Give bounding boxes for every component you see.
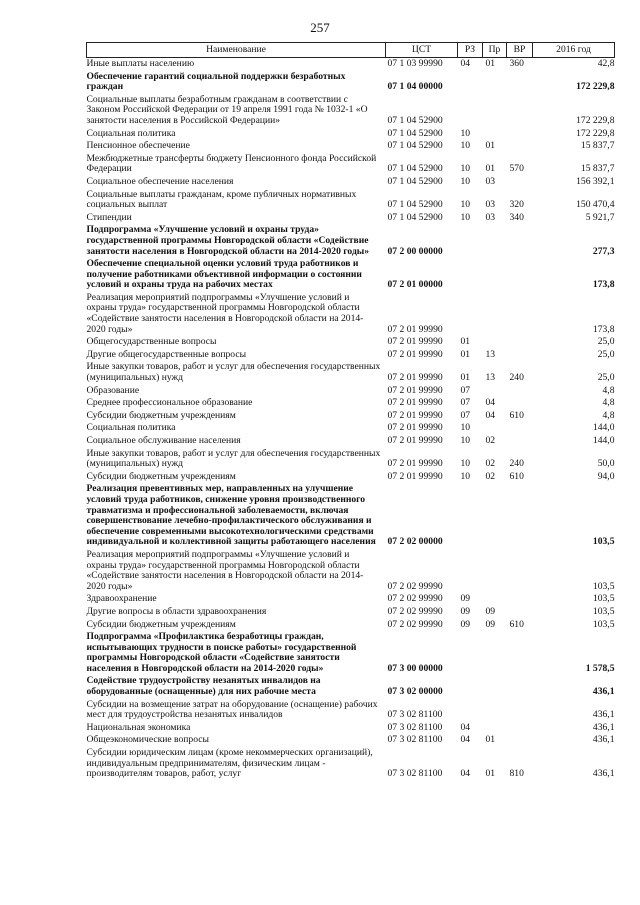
- row-rz: [458, 94, 483, 128]
- row-vr: 240: [509, 458, 524, 470]
- row-rz: 04: [460, 768, 471, 780]
- row-pr: [483, 549, 507, 593]
- table-row: [87, 593, 615, 606]
- row-rz: 09: [460, 593, 471, 605]
- row-cst: 07 1 04 52900: [387, 163, 443, 175]
- row-vr: [507, 224, 533, 258]
- row-vr: [507, 631, 533, 675]
- row-name: Реализация превентивных мер, направленных на улучшение условий труда работников, снижение уровня производственного травматизма и профессиональной заболеваемости, включая совершенствование лечебно-профилактического обслуживания и обеспечение современными высокотехнологическими средствами индивидуальной и коллективной защиты работающего населения: [86, 483, 376, 548]
- row-vr: [507, 699, 533, 722]
- row-sum: 15 837,7: [580, 163, 615, 175]
- row-rz: 10: [460, 458, 471, 470]
- row-vr: 240: [509, 372, 524, 384]
- row-name: Реализация мероприятий подпрограммы «Улучшение условий и охраны труда» государственной программы Новгородской области «Содействие занятости населения в Новгородской области на 2014-2020 годы»: [86, 291, 364, 335]
- row-rz: [458, 71, 483, 94]
- row-cst: 07 1 04 52900: [387, 199, 443, 211]
- row-sum: 103,5: [592, 618, 615, 630]
- row-pr: 03: [485, 199, 496, 211]
- row-vr: [507, 94, 533, 128]
- row-rz: [458, 292, 483, 336]
- row-name: Социальная политика: [86, 422, 176, 434]
- header-rz: РЗ: [458, 43, 483, 58]
- row-cst: 07 2 01 99990: [387, 348, 443, 360]
- row-vr: [507, 397, 533, 410]
- table-row: [87, 212, 615, 225]
- row-cst: 07 1 04 52900: [387, 114, 443, 126]
- row-name: Реализация мероприятий подпрограммы «Улучшение условий и охраны труда» государственной программы Новгородской области «Содействие занятости населения в Новгородской области на 2014-2020 годы»: [86, 548, 364, 592]
- row-name: Иные выплаты населению: [86, 58, 195, 69]
- row-name: Субсидии на возмещение затрат на оборудование (оснащение) рабочих мест для трудоустройства незанятых инвалидов: [86, 698, 378, 721]
- row-pr: [483, 722, 507, 735]
- row-name: Субсидии юридическим лицам (кроме некоммерческих организаций), индивидуальным предпринимателям, физическим лицам - производителям товаров, работ, услуг: [86, 747, 373, 780]
- row-sum: 150 470,4: [576, 199, 615, 211]
- row-cst: 07 1 03 99990: [387, 58, 443, 69]
- row-cst: 07 2 01 99990: [387, 397, 443, 409]
- row-rz: 01: [460, 372, 471, 384]
- row-sum: 50,0: [597, 458, 615, 470]
- header-name: Наименование: [87, 43, 386, 58]
- row-pr: [483, 422, 507, 435]
- row-rz: 01: [460, 348, 471, 360]
- row-pr: [483, 128, 507, 141]
- row-pr: 04: [485, 409, 496, 421]
- table-row: [87, 292, 615, 336]
- row-name: Общеэкономические вопросы: [86, 734, 209, 746]
- row-sum: 103,5: [592, 605, 615, 617]
- row-sum: 172 229,8: [576, 81, 615, 93]
- row-pr: 09: [485, 618, 496, 630]
- row-vr: [507, 292, 533, 336]
- row-sum: 277,3: [592, 245, 615, 257]
- row-vr: [507, 435, 533, 448]
- row-sum: 94,0: [597, 470, 615, 482]
- row-vr: [507, 336, 533, 349]
- table-row: [87, 699, 615, 722]
- row-pr: [483, 385, 507, 398]
- row-pr: 01: [485, 768, 496, 780]
- table-row: [87, 128, 615, 141]
- row-rz: 10: [460, 435, 471, 446]
- row-rz: 10: [460, 175, 471, 187]
- row-rz: 04: [460, 58, 471, 69]
- row-pr: [483, 71, 507, 94]
- row-pr: [483, 631, 507, 675]
- row-rz: 09: [460, 618, 471, 630]
- row-pr: [483, 483, 507, 549]
- row-sum: 436,1: [592, 721, 615, 733]
- table-row: [87, 336, 615, 349]
- row-pr: [483, 593, 507, 606]
- row-rz: [458, 224, 483, 258]
- table-row: [87, 619, 615, 632]
- row-cst: 07 2 02 00000: [387, 536, 443, 548]
- row-cst: 07 2 02 99990: [387, 580, 443, 592]
- row-name: Среднее профессиональное образование: [86, 397, 253, 409]
- row-cst: 07 2 01 00000: [387, 279, 443, 291]
- table-row: [87, 448, 615, 471]
- row-name: Социальное обеспечение населения: [86, 175, 234, 187]
- row-name: Содействие трудоустройству незанятых инвалидов на оборудованные (оснащенные) для них рабочие места: [86, 675, 321, 698]
- row-sum: 103,5: [592, 593, 615, 605]
- header-year: 2016 год: [533, 43, 615, 58]
- row-vr: [507, 349, 533, 362]
- row-vr: 610: [509, 618, 524, 630]
- row-sum: 172 229,8: [576, 114, 615, 126]
- row-vr: [507, 128, 533, 141]
- row-sum: 156 392,1: [576, 175, 615, 187]
- row-rz: 10: [460, 211, 471, 223]
- table-row: [87, 422, 615, 435]
- row-vr: [507, 606, 533, 619]
- row-sum: 144,0: [592, 422, 615, 434]
- table-row: [87, 176, 615, 189]
- row-cst: 07 2 01 99990: [387, 470, 443, 482]
- row-name: Субсидии бюджетным учреждениям: [86, 618, 236, 630]
- table-row: [87, 58, 615, 71]
- row-name: Здравоохранение: [86, 593, 157, 605]
- row-cst: 07 3 02 81100: [387, 768, 443, 780]
- row-cst: 07 3 02 00000: [387, 686, 443, 698]
- table-row: [87, 224, 615, 258]
- row-name: Другие вопросы в области здравоохранения: [86, 605, 267, 617]
- row-rz: [458, 675, 483, 698]
- row-name: Субсидии бюджетным учреждениям: [86, 409, 236, 421]
- table-row: [87, 385, 615, 398]
- row-sum: 4,8: [602, 409, 615, 421]
- page-number: 257: [310, 20, 330, 35]
- row-sum: 436,1: [592, 709, 615, 721]
- row-sum: 25,0: [597, 336, 615, 348]
- row-vr: 340: [509, 211, 524, 223]
- row-vr: 360: [509, 58, 524, 69]
- table-row: [87, 675, 615, 698]
- row-cst: 07 1 04 52900: [387, 140, 443, 152]
- row-pr: [483, 699, 507, 722]
- row-vr: 810: [509, 768, 524, 780]
- table-row: [87, 349, 615, 362]
- row-pr: 02: [485, 435, 496, 446]
- row-name: Иные закупки товаров, работ и услуг для обеспечения государственных (муниципальных) нужд: [86, 361, 381, 384]
- row-rz: 10: [460, 127, 471, 139]
- row-pr: 04: [485, 397, 496, 409]
- header-cst: ЦСТ: [386, 43, 458, 58]
- row-sum: 5 921,7: [585, 211, 615, 223]
- row-sum: 42,8: [597, 58, 615, 69]
- row-cst: 07 2 01 99990: [387, 422, 443, 434]
- row-cst: 07 2 01 99990: [387, 372, 443, 384]
- row-rz: 04: [460, 721, 471, 733]
- row-cst: 07 2 01 99990: [387, 458, 443, 470]
- row-rz: 04: [460, 734, 471, 746]
- row-name: Подпрограмма «Улучшение условий и охраны труда» государственной программы Новгородской области «Содействие занятости населения в Новгородской области на 2014-2020 годы»: [86, 224, 370, 257]
- row-pr: 03: [485, 211, 496, 223]
- row-sum: 4,8: [602, 397, 615, 409]
- table-row: [87, 140, 615, 153]
- row-vr: [507, 593, 533, 606]
- row-rz: [458, 699, 483, 722]
- row-vr: [507, 385, 533, 398]
- row-rz: 09: [460, 605, 471, 617]
- row-sum: 1 578,5: [585, 662, 615, 674]
- row-vr: [507, 722, 533, 735]
- row-vr: [507, 734, 533, 747]
- table-row: [87, 606, 615, 619]
- row-sum: 173,8: [592, 279, 615, 291]
- row-rz: 10: [460, 470, 471, 482]
- row-rz: 07: [460, 384, 471, 396]
- row-pr: [483, 94, 507, 128]
- row-name: Субсидии бюджетным учреждениям: [86, 470, 236, 482]
- row-rz: 10: [460, 140, 471, 152]
- row-cst: 07 1 04 00000: [387, 81, 443, 93]
- table-row: [87, 722, 615, 735]
- row-name: Социальные выплаты безработным гражданам в соответствии с Законом Российской Федерации от 19 апреля 1991 года № 1032-1 «О занятости населения в Российской Федерации»: [86, 93, 368, 126]
- row-sum: 436,1: [592, 686, 615, 698]
- row-rz: 10: [460, 199, 471, 211]
- row-sum: 436,1: [592, 734, 615, 746]
- row-name: Национальная экономика: [86, 721, 191, 733]
- row-cst: 07 2 00 00000: [387, 245, 443, 257]
- table-row: [87, 189, 615, 212]
- row-name: Межбюджетные трансферты бюджету Пенсионного фонда Российской Федерации: [86, 152, 377, 175]
- row-cst: 07 2 01 99990: [387, 336, 443, 348]
- row-pr: 13: [485, 372, 496, 384]
- row-pr: [483, 675, 507, 698]
- row-cst: 07 2 02 99990: [387, 618, 443, 630]
- row-rz: 07: [460, 397, 471, 409]
- row-name: Социальные выплаты гражданам, кроме публичных нормативных социальных выплат: [86, 188, 357, 211]
- row-sum: 25,0: [597, 348, 615, 360]
- header-vr: ВР: [507, 43, 533, 58]
- row-pr: 03: [485, 175, 496, 187]
- row-rz: 01: [460, 336, 471, 348]
- budget-table: [86, 42, 615, 781]
- row-name: Общегосударственные вопросы: [86, 336, 217, 348]
- row-pr: 01: [485, 140, 496, 152]
- row-pr: 01: [485, 58, 496, 69]
- row-vr: 320: [509, 199, 524, 211]
- row-pr: [483, 292, 507, 336]
- table-row: [87, 549, 615, 593]
- table-row: [87, 258, 615, 292]
- row-vr: 610: [509, 470, 524, 482]
- row-rz: [458, 258, 483, 292]
- row-cst: 07 3 02 81100: [387, 721, 443, 733]
- row-sum: 25,0: [597, 372, 615, 384]
- table-row: [87, 435, 615, 448]
- row-name: Стипендии: [86, 211, 132, 223]
- table-row: [87, 483, 615, 549]
- row-vr: [507, 549, 533, 593]
- row-name: Пенсионное обеспечение: [86, 140, 190, 152]
- row-cst: 07 1 04 52900: [387, 175, 443, 187]
- row-name: Социальная политика: [86, 127, 176, 139]
- row-cst: 07 3 02 81100: [387, 734, 443, 746]
- row-sum: 4,8: [602, 384, 615, 396]
- row-sum: 173,8: [592, 323, 615, 335]
- row-vr: 610: [509, 409, 524, 421]
- table-row: [87, 734, 615, 747]
- row-vr: [507, 71, 533, 94]
- row-cst: 07 2 01 99990: [387, 409, 443, 421]
- row-rz: [458, 631, 483, 675]
- row-cst: 07 2 02 99990: [387, 593, 443, 605]
- table-row: [87, 71, 615, 94]
- row-rz: 07: [460, 409, 471, 421]
- row-pr: 02: [485, 470, 496, 482]
- row-sum: 436,1: [592, 768, 615, 780]
- table-header: [87, 43, 615, 58]
- row-pr: [483, 258, 507, 292]
- row-cst: 07 2 02 99990: [387, 605, 443, 617]
- row-cst: 07 1 04 52900: [387, 127, 443, 139]
- row-pr: 02: [485, 458, 496, 470]
- row-name: Обеспечение гарантий социальной поддержки безработных граждан: [86, 70, 346, 93]
- row-name: Подпрограмма «Профилактика безработицы граждан, испытывающих трудности в поиске работы» государственной программы Новгородской области «Содействие занятости населения в Новгородской области на 2014-2020 годы»: [86, 631, 357, 674]
- row-pr: 09: [485, 605, 496, 617]
- row-name: Иные закупки товаров, работ и услуг для обеспечения государственных (муниципальных) нужд: [86, 447, 381, 470]
- row-sum: 103,5: [592, 536, 615, 548]
- row-sum: 144,0: [592, 435, 615, 446]
- table-row: [87, 153, 615, 176]
- row-cst: 07 1 04 52900: [387, 211, 443, 223]
- row-cst: 07 3 00 00000: [387, 662, 443, 674]
- row-pr: 13: [485, 348, 496, 360]
- row-name: Образование: [86, 384, 140, 396]
- row-rz: [458, 483, 483, 549]
- row-rz: 10: [460, 163, 471, 175]
- row-vr: [507, 176, 533, 189]
- row-sum: 172 229,8: [576, 127, 615, 139]
- row-cst: 07 2 01 99990: [387, 384, 443, 396]
- row-vr: [507, 675, 533, 698]
- row-cst: 07 2 01 99990: [387, 435, 443, 446]
- table-row: [87, 94, 615, 128]
- row-pr: [483, 336, 507, 349]
- row-vr: [507, 140, 533, 153]
- table-body: [87, 58, 615, 781]
- row-vr: 570: [509, 163, 524, 175]
- row-pr: 01: [485, 163, 496, 175]
- row-cst: 07 3 02 81100: [387, 709, 443, 721]
- row-sum: 15 837,7: [580, 140, 615, 152]
- table-row: [87, 410, 615, 423]
- row-name: Социальное обслуживание населения: [86, 435, 241, 446]
- table-row: [87, 397, 615, 410]
- row-sum: 103,5: [592, 580, 615, 592]
- row-name: Обеспечение специальной оценки условий труда работников и получение работниками объективной информации о состоянии условий и охраны труда на рабочих местах: [86, 258, 362, 291]
- row-vr: [507, 483, 533, 549]
- row-name: Другие общегосударственные вопросы: [86, 348, 247, 360]
- row-vr: [507, 422, 533, 435]
- table-row: [87, 747, 615, 781]
- row-rz: [458, 549, 483, 593]
- row-pr: [483, 224, 507, 258]
- table-row: [87, 471, 615, 484]
- header-pr: Пр: [483, 43, 507, 58]
- row-rz: 10: [460, 422, 471, 434]
- table-row: [87, 361, 615, 384]
- row-cst: 07 2 01 99990: [387, 323, 443, 335]
- table-row: [87, 631, 615, 675]
- row-vr: [507, 258, 533, 292]
- row-pr: 01: [485, 734, 496, 746]
